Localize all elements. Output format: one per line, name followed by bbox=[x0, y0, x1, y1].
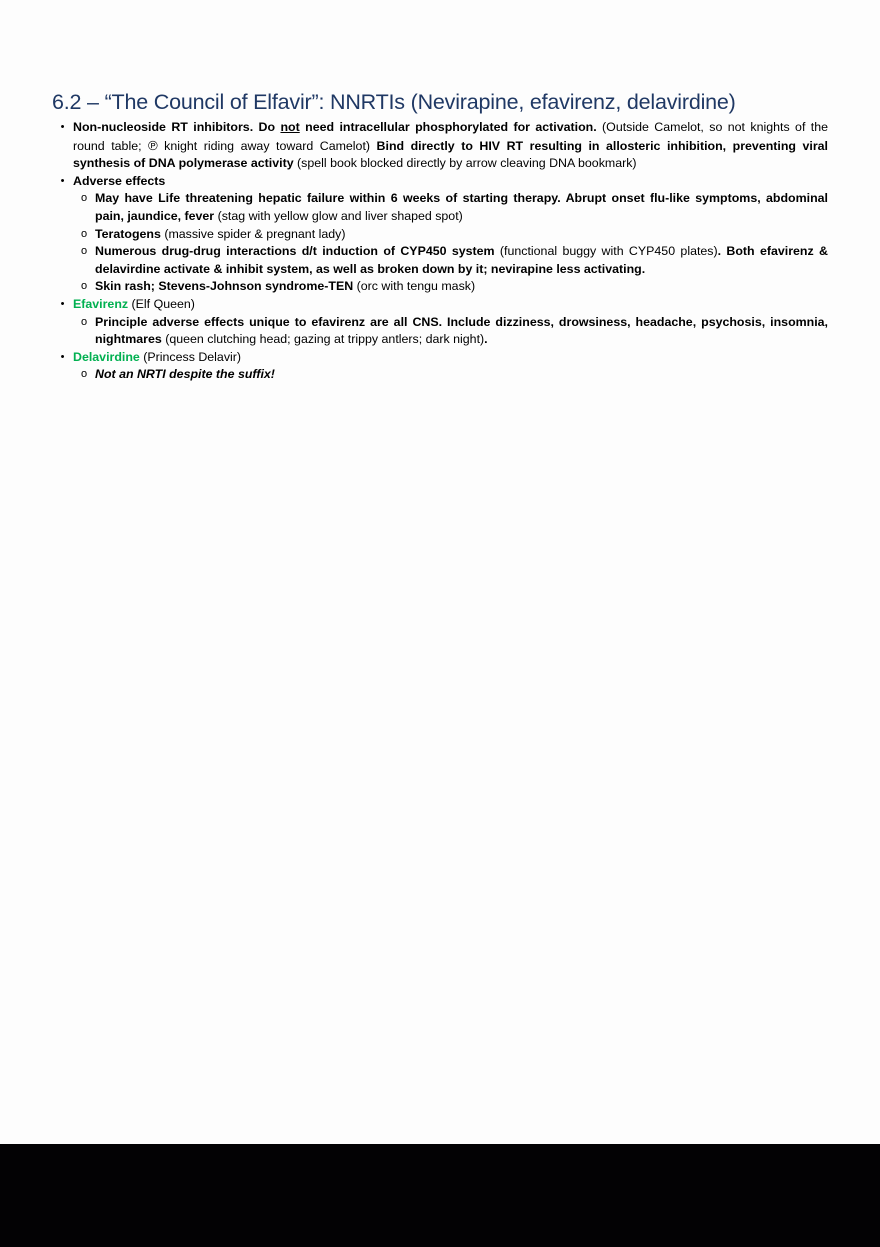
cns-mnemonic: (queen clutching head; gazing at trippy antlers; dark night) bbox=[161, 332, 485, 347]
bullet-icon: • bbox=[60, 297, 65, 310]
teratogens-text-bold: Teratogens bbox=[95, 226, 161, 241]
hollow-bullet-icon: o bbox=[81, 192, 88, 205]
bullet-icon: • bbox=[60, 174, 65, 187]
hollow-bullet-icon: o bbox=[81, 315, 88, 328]
hollow-bullet-icon: o bbox=[81, 280, 88, 293]
circled-p-icon: ℗ bbox=[148, 137, 158, 153]
drug-name-efavirenz: Efavirenz bbox=[73, 296, 129, 311]
sub-item-hepatic-failure bbox=[52, 190, 828, 225]
list-item-delavirdine bbox=[52, 349, 828, 367]
mechanism-text-bold-2: need intracellular phosphorylated for activation. bbox=[299, 120, 597, 134]
hollow-bullet-icon: o bbox=[81, 368, 88, 381]
mnemonic-text: (Outside Camelot, so not knights of the round table; bbox=[73, 120, 829, 153]
sub-item-skin-rash bbox=[52, 278, 828, 296]
sub-item-not-nrti bbox=[52, 366, 828, 384]
bullet-icon: • bbox=[60, 121, 65, 133]
list-item-adverse-effects bbox=[52, 173, 828, 191]
sub-item-cns-effects bbox=[52, 314, 828, 349]
sub-item-teratogens bbox=[52, 226, 828, 244]
list-item-mechanism bbox=[52, 119, 828, 173]
skin-rash-mnemonic: (orc with tengu mask) bbox=[353, 279, 476, 294]
bullet-icon: • bbox=[60, 350, 65, 363]
section-title: 6.2 – “The Council of Elfavir”: NNRTIs (Nevirapine, efavirenz, delavirdine) bbox=[52, 90, 736, 114]
mnemonic-text-2: knight riding away toward Camelot) bbox=[157, 138, 377, 153]
black-footer-bar bbox=[0, 1144, 880, 1247]
mechanism-text-bold: Non-nucleoside RT inhibitors. Do bbox=[73, 120, 281, 134]
list-item-efavirenz bbox=[52, 296, 828, 314]
hepatic-text-bold: May have Life threatening hepatic failure within 6 weeks of starting therapy. Abrupt onset flu-like symptoms, abdominal pain, jaundice, fever bbox=[95, 191, 828, 223]
cyp450-text-bold: Numerous drug-drug interactions d/t induction of CYP450 system bbox=[95, 244, 495, 259]
mnemonic-text-3: (spell book blocked directly by arrow cleaving DNA bookmark) bbox=[293, 156, 637, 171]
hollow-bullet-icon: o bbox=[81, 227, 88, 240]
teratogens-mnemonic: (massive spider & pregnant lady) bbox=[160, 226, 346, 241]
sub-item-cyp450 bbox=[52, 243, 828, 278]
adverse-effects-heading: Adverse effects bbox=[73, 173, 166, 188]
not-nrti-note: Not an NRTI despite the suffix! bbox=[95, 367, 275, 382]
drug-name-delavirdine: Delavirdine bbox=[73, 349, 140, 364]
cyp450-mnemonic: (functional buggy with CYP450 plates) bbox=[494, 244, 718, 259]
cns-text-bold: Principle adverse effects unique to efavirenz are all CNS. Include dizziness, drowsiness, headache, psychosis, insomnia, nightmares bbox=[95, 314, 828, 347]
hollow-bullet-icon: o bbox=[81, 245, 88, 258]
efavirenz-mnemonic: (Elf Queen) bbox=[128, 296, 195, 311]
delavirdine-mnemonic: (Princess Delavir) bbox=[139, 349, 242, 364]
hepatic-mnemonic: (stag with yellow glow and liver shaped spot) bbox=[214, 208, 463, 223]
binding-text-bold: Bind directly to HIV RT resulting in allosteric inhibition, preventing viral synthesis of DNA polymerase activity bbox=[73, 138, 829, 171]
notes-list bbox=[52, 119, 828, 384]
cyp450-text-bold-2: . Both efavirenz & delavirdine activate & inhibit system, as well as broken down by it; nevirapine less activating. bbox=[95, 244, 828, 276]
not-underlined: not bbox=[280, 120, 300, 134]
skin-rash-text-bold: Skin rash; Stevens-Johnson syndrome-TEN bbox=[95, 279, 354, 294]
cns-period: . bbox=[484, 332, 488, 347]
